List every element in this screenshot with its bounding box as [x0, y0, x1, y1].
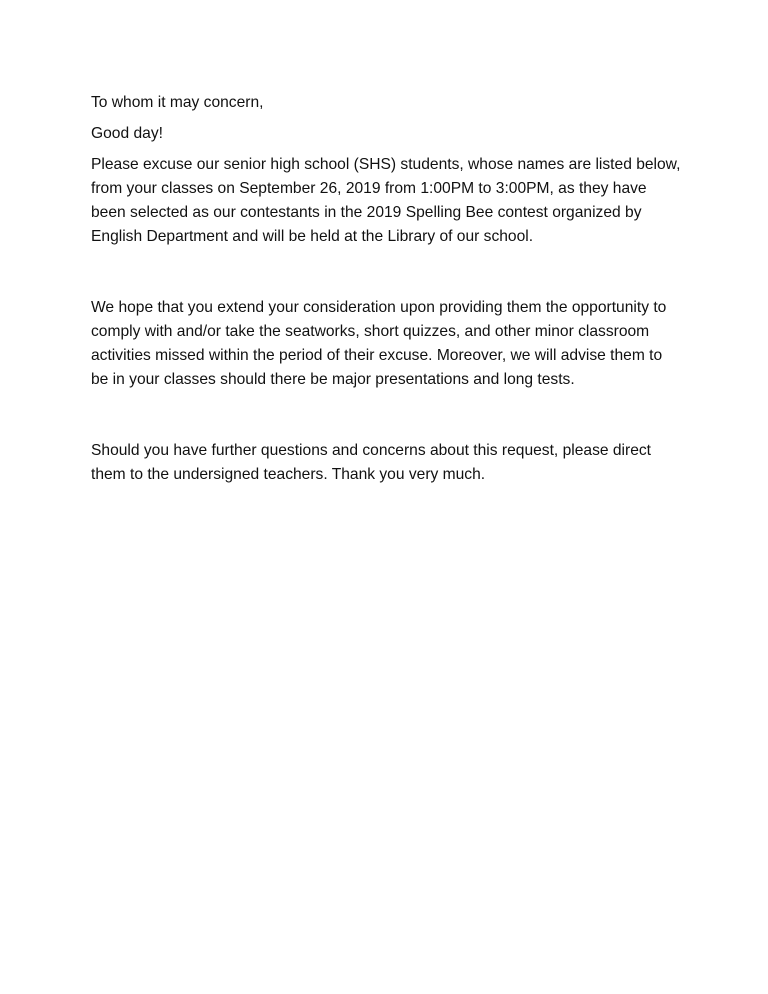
salutation: To whom it may concern, — [91, 94, 264, 111]
greeting: Good day! — [91, 125, 163, 142]
paragraph-consideration: We hope that you extend your consideration upon providing them the opportunity to comply with and/or take the seatworks, short quizzes, and other minor classroom activities missed within the period of their excuse. Moreover, we will advise them to be in your classes should there be major presentations and long tests. — [91, 299, 667, 388]
paragraph-closing: Should you have further questions and concerns about this request, please direct them to the undersigned teachers. Thank you very much. — [91, 442, 651, 483]
paragraph-excuse-request: Please excuse our senior high school (SHS) students, whose names are listed below, from your classes on September 26, 2019 from 1:00PM to 3:00PM, as they have been selected as our contestants in the 2019 Spelling Bee contest organized by English Department and will be held at the Library of our school. — [91, 156, 681, 245]
letter-body — [91, 91, 681, 487]
